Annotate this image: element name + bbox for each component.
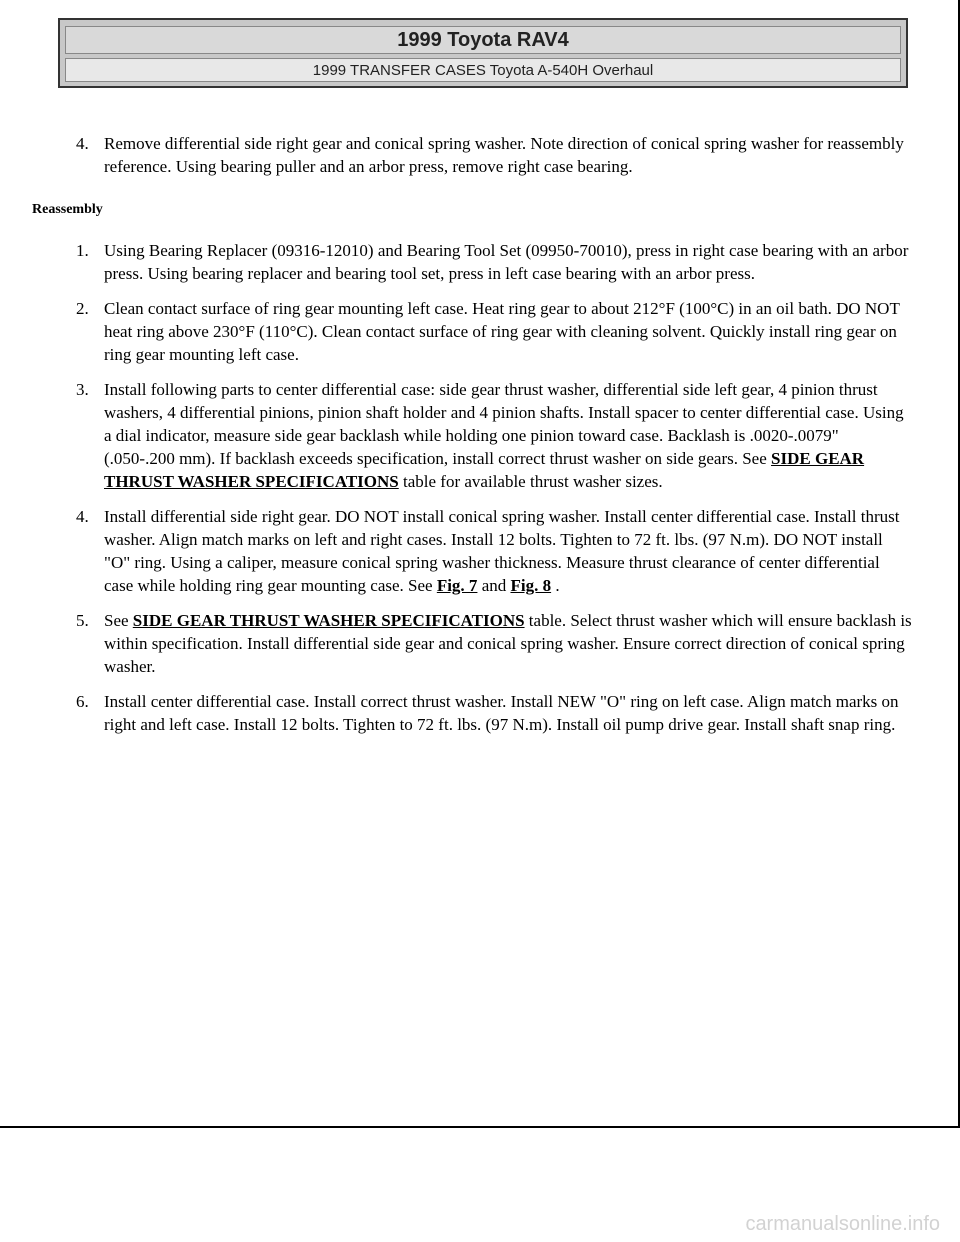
thrust-washer-specifications-link[interactable]: SIDE GEAR THRUST WASHER SPECIFICATIONS bbox=[104, 449, 865, 491]
list-item bbox=[0, 132, 960, 178]
fig-8-link[interactable]: Fig. 8 bbox=[510, 576, 552, 595]
list-item bbox=[0, 378, 960, 493]
step-number: 3. bbox=[76, 380, 89, 399]
step-text bbox=[104, 611, 912, 676]
step-text-part: Install differential side right gear. DO NOT install conical spring washer. Install center differential case. Install thrust washer. Align match marks on left and right cases. Install 12 bolts. Tighten to 72 ft. lbs. (97 N.m). DO NOT install "O" ring. Using a caliper, measure conical spring washer thickness. Measure thrust clearance of center differential case while holding ring gear mounting case. See bbox=[104, 507, 900, 595]
list-item bbox=[0, 690, 960, 736]
list-item bbox=[0, 505, 960, 597]
document-body bbox=[0, 132, 960, 748]
step-number: 4. bbox=[76, 134, 89, 153]
step-text-part: table. Select thrust washer which will ensure backlash is within specification. Install differential side gear and conical spring washer. Ensure correct direction of conical spring washer. bbox=[104, 611, 912, 676]
step-number: 4. bbox=[76, 507, 89, 526]
step-number: 1. bbox=[76, 241, 89, 260]
thrust-washer-specifications-link[interactable]: SIDE GEAR THRUST WASHER SPECIFICATIONS bbox=[132, 611, 525, 630]
step-text bbox=[104, 507, 899, 595]
step-text: Remove differential side right gear and conical spring washer. Note direction of conical spring washer for reassembly reference. Using bearing puller and an arbor press, remove right case bearing. bbox=[104, 134, 904, 176]
section-heading: Reassembly bbox=[32, 202, 103, 217]
step-text: Using Bearing Replacer (09316-12010) and Bearing Tool Set (09950-70010), press in right case bearing with an arbor press. Using bearing replacer and bearing tool set, press in left case bearing with an arbor press. bbox=[104, 241, 909, 283]
step-text-part: . bbox=[551, 576, 560, 595]
step-number: 2. bbox=[76, 299, 89, 318]
step-number: 5. bbox=[76, 611, 89, 630]
list-item bbox=[0, 297, 960, 366]
step-text-part: table for available thrust washer sizes. bbox=[398, 472, 663, 491]
fig-7-link[interactable]: Fig. 7 bbox=[436, 576, 478, 595]
step-text-part: See bbox=[104, 611, 133, 630]
step-text: Install center differential case. Install correct thrust washer. Install NEW "O" ring on left case. Align match marks on right and left case. Install 12 bolts. Tighten to 72 ft. lbs. (97 N.m). Install oil pump drive gear. Install shaft snap ring. bbox=[104, 692, 899, 734]
document-subtitle: 1999 TRANSFER CASES Toyota A-540H Overhaul bbox=[65, 58, 901, 82]
step-number: 6. bbox=[76, 692, 89, 711]
document-title: 1999 Toyota RAV4 bbox=[65, 26, 901, 54]
step-text-part: and bbox=[477, 576, 511, 595]
list-item bbox=[0, 609, 960, 678]
step-text bbox=[104, 380, 904, 491]
step-text-part: Install following parts to center differential case: side gear thrust washer, differential side left gear, 4 pinion thrust washers, 4 differential pinions, pinion shaft holder and 4 pinion shafts. Install spacer to center differential case. Using a dial indicator, measure side gear backlash while holding one pinion toward case. Backlash is .0020-.0079" (.050-.200 mm). If backlash exceeds specification, install correct thrust washer on side gears. See bbox=[104, 380, 904, 468]
step-text: Clean contact surface of ring gear mounting left case. Heat ring gear to about 212°F (100°C) in an oil bath. DO NOT heat ring above 230°F (110°C). Clean contact surface of ring gear with cleaning solvent. Quickly install ring gear on ring gear mounting left case. bbox=[104, 299, 900, 364]
list-item bbox=[0, 239, 960, 285]
watermark: carmanualsonline.info bbox=[745, 1213, 940, 1235]
document-header bbox=[58, 18, 908, 88]
